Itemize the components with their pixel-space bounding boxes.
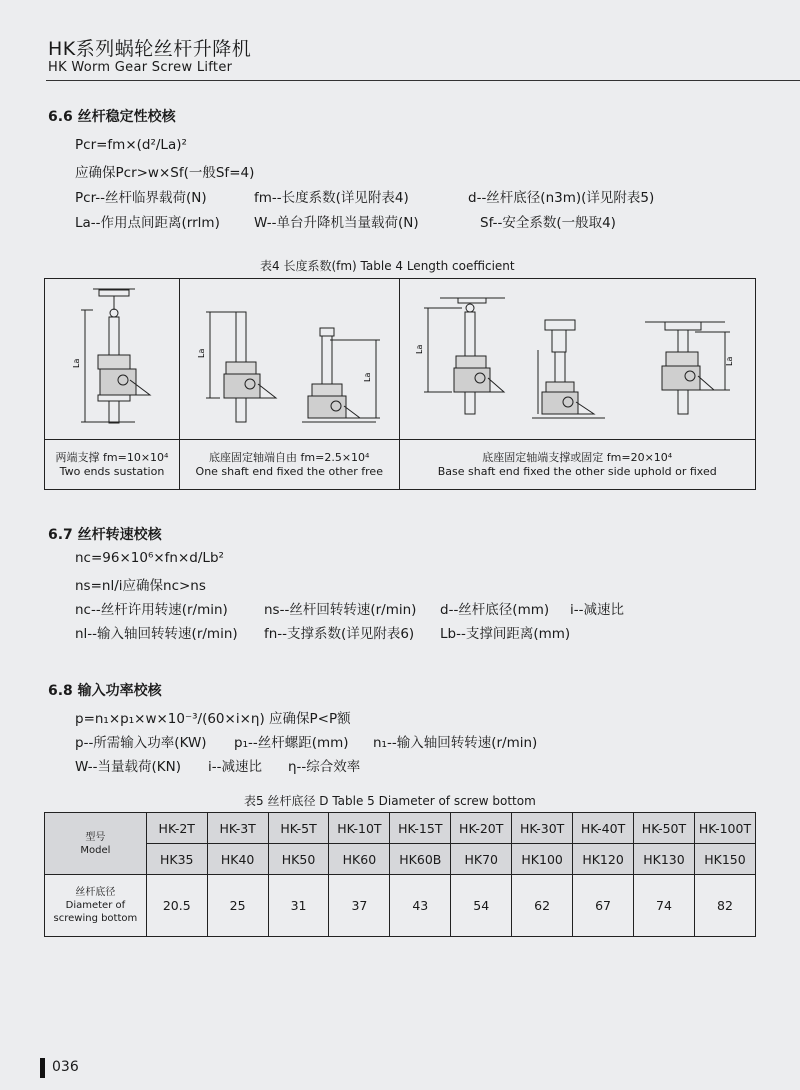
page-title: HK系列蜗轮丝杆升降机: [48, 38, 252, 60]
def-w-68: W--当量载荷(KN): [75, 759, 182, 775]
code-cell: HK60B: [390, 844, 451, 875]
def-lb: Lb--支撑间距离(mm): [440, 626, 571, 642]
table5-caption: 表5 丝杆底径 D Table 5 Diameter of screw bottom: [244, 794, 536, 808]
model-cell: HK-30T: [512, 813, 573, 844]
diagram-base-fixed-other-uphold: [399, 279, 756, 440]
def-p1: p₁--丝杆螺距(mm): [234, 735, 349, 751]
table5-model-label: [45, 813, 147, 875]
model-cell: HK-15T: [390, 813, 451, 844]
diam-label-en2: screwing bottom: [53, 913, 138, 924]
def-i-67: i--减速比: [570, 602, 624, 618]
def-fm: fm--长度系数(详见附表4): [254, 190, 409, 206]
section-heading-6-6: 6.6 丝杆稳定性校核: [48, 109, 176, 125]
formula-condition: 应确保Pcr>w×Sf(一般Sf=4): [75, 165, 255, 181]
page-subtitle: HK Worm Gear Screw Lifter: [48, 60, 233, 75]
header-rule: [46, 80, 800, 81]
cell-base-fixed-cn: 底座固定轴端支撑或固定 fm=20×10⁴: [482, 450, 673, 464]
def-n1: n₁--输入轴回转转速(r/min): [373, 735, 538, 751]
lifter-diagram-2: [180, 280, 398, 438]
model-cell: HK-40T: [573, 813, 634, 844]
cell-one-end-fixed: [180, 440, 400, 490]
diameter-cell: 37: [329, 875, 390, 937]
lifter-diagram-1: [45, 280, 179, 438]
table5-diameter-row: [45, 875, 756, 937]
diameter-cell: 20.5: [146, 875, 207, 937]
def-i-68: i--减速比: [208, 759, 262, 775]
dim-label-la-5: La: [724, 356, 734, 366]
model-cell: HK-5T: [268, 813, 329, 844]
def-w: W--单台升降机当量载荷(N): [254, 215, 419, 231]
table5-code-row: [45, 844, 756, 875]
model-cell: HK-20T: [451, 813, 512, 844]
model-label-en: Model: [80, 844, 111, 856]
table4-caption: 表4 长度系数(fm) Table 4 Length coefficient: [260, 259, 515, 273]
def-nl: nl--输入轴回转转速(r/min): [75, 626, 238, 642]
cell-two-ends: [45, 440, 180, 490]
model-cell: HK-10T: [329, 813, 390, 844]
page-number-marker: [40, 1058, 45, 1078]
model-cell: HK-2T: [146, 813, 207, 844]
def-d-67: d--丝杆底径(mm): [440, 602, 550, 618]
code-cell: HK50: [268, 844, 329, 875]
diameter-cell: 25: [207, 875, 268, 937]
code-cell: HK100: [512, 844, 573, 875]
code-cell: HK150: [694, 844, 755, 875]
length-coefficient-table: [44, 278, 756, 490]
diameter-cell: 62: [512, 875, 573, 937]
cell-one-end-fixed-cn: 底座固定轴端自由 fm=2.5×10⁴: [209, 450, 370, 464]
def-nc: nc--丝杆许用转速(r/min): [75, 602, 228, 618]
dim-label-la-3: La: [363, 372, 372, 382]
cell-base-fixed: [399, 440, 756, 490]
model-cell: HK-100T: [694, 813, 755, 844]
section-heading-6-8: 6.8 输入功率校核: [48, 683, 162, 699]
diam-label-en1: Diameter of: [65, 900, 126, 911]
model-cell: HK-3T: [207, 813, 268, 844]
cell-two-ends-en: Two ends sustation: [59, 464, 165, 478]
def-d: d--丝杆底径(n3m)(详见附表5): [468, 190, 655, 206]
cell-one-end-fixed-en: One shaft end fixed the other free: [195, 464, 383, 478]
def-ns: ns--丝杆回转转速(r/min): [264, 602, 417, 618]
dim-label-la-4: La: [414, 344, 424, 354]
diameter-cell: 54: [451, 875, 512, 937]
section-heading-6-7: 6.7 丝杆转速校核: [48, 527, 162, 543]
diameter-cell: 43: [390, 875, 451, 937]
cell-base-fixed-en: Base shaft end fixed the other side uphold or fixed: [437, 464, 717, 478]
diameter-cell: 31: [268, 875, 329, 937]
code-cell: HK70: [451, 844, 512, 875]
dim-label-la-2: La: [197, 348, 206, 358]
code-cell: HK120: [573, 844, 634, 875]
code-cell: HK35: [146, 844, 207, 875]
table5-model-row: [45, 813, 756, 844]
lifter-diagram-3: [400, 280, 755, 438]
code-cell: HK130: [634, 844, 695, 875]
formula-pcr: Pcr=fm×(d²/La)²: [75, 137, 187, 153]
def-eta: η--综合效率: [288, 759, 361, 775]
dim-label-la-1: La: [72, 358, 81, 368]
formula-ns: ns=nl/i应确保nc>ns: [75, 578, 206, 594]
def-la: La--作用点间距离(rrlm): [75, 215, 220, 231]
diameter-cell: 82: [694, 875, 755, 937]
def-p: p--所需输入功率(KW): [75, 735, 207, 751]
diagram-one-end-fixed: [180, 279, 400, 440]
def-fn: fn--支撑系数(详见附表6): [264, 626, 415, 642]
code-cell: HK40: [207, 844, 268, 875]
diagram-two-ends-support: [45, 279, 180, 440]
diam-label-cn: 丝杆底径: [75, 887, 116, 898]
def-pcr: Pcr--丝杆临界载荷(N): [75, 190, 207, 206]
code-cell: HK60: [329, 844, 390, 875]
diameter-cell: 67: [573, 875, 634, 937]
diameter-cell: 74: [634, 875, 695, 937]
page-number: 036: [52, 1059, 79, 1075]
def-sf: Sf--安全系数(一般取4): [480, 215, 616, 231]
formula-power: p=n₁×p₁×w×10⁻³/(60×i×η) 应确保P<P额: [75, 711, 351, 727]
screw-diameter-table: [44, 812, 756, 937]
formula-nc: nc=96×10⁶×fn×d/Lb²: [75, 550, 224, 566]
model-label-cn: 型号: [85, 831, 106, 843]
model-cell: HK-50T: [634, 813, 695, 844]
cell-two-ends-cn: 两端支撑 fm=10×10⁴: [55, 450, 169, 464]
table5-diameter-label: [45, 875, 147, 937]
